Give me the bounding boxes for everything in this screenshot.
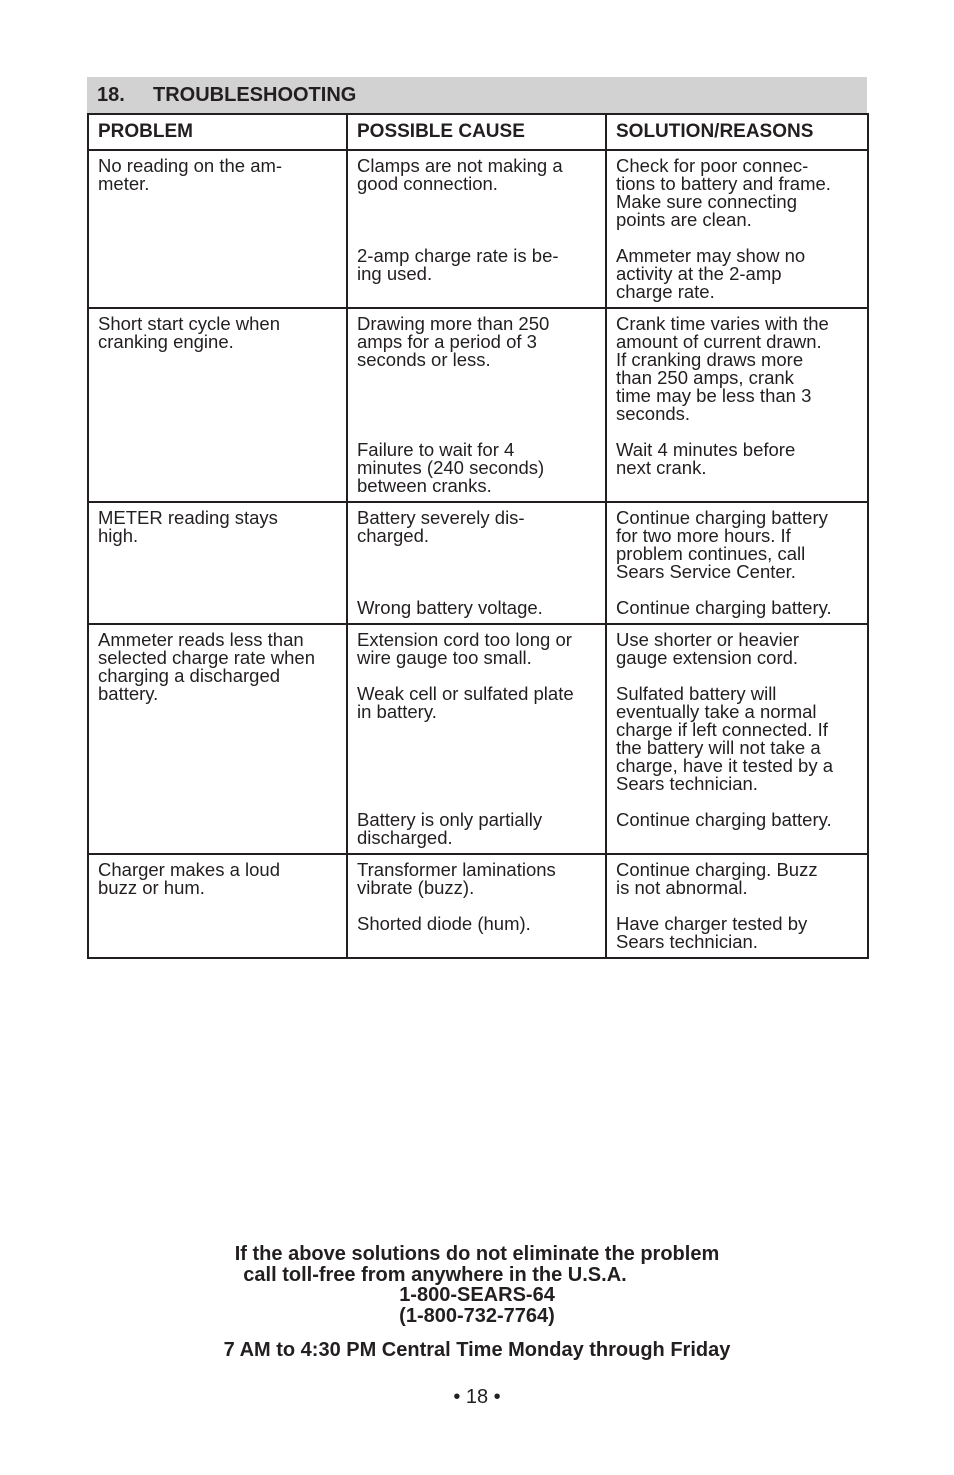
header-problem: PROBLEM xyxy=(88,114,347,150)
cause-cell xyxy=(347,624,606,854)
cause-entry xyxy=(357,441,597,495)
cause-text: Shorted diode (hum). xyxy=(357,913,531,934)
footer-line-2: call toll-free from anywhere in the U.S.A. xyxy=(243,1263,627,1286)
solution-entry xyxy=(616,509,859,581)
cause-text: Failure to wait for 4 xyxy=(357,439,515,460)
table-header-row xyxy=(88,114,868,150)
help-footer xyxy=(0,1244,954,1326)
solution-text: Sears technician. xyxy=(616,773,758,794)
problem-text: buzz or hum. xyxy=(98,877,205,898)
page-number: • 18 • xyxy=(453,1386,501,1408)
problem-text: battery. xyxy=(98,683,159,704)
solution-text: Use shorter or heavier xyxy=(616,629,800,650)
problem-cell xyxy=(88,854,347,958)
cause-cell xyxy=(347,150,606,308)
cause-entry xyxy=(357,631,597,667)
header-solution-reasons: SOLUTION/REASONS xyxy=(606,114,868,150)
solution-cell xyxy=(606,624,868,854)
problem-text: high. xyxy=(98,525,139,546)
solution-entry xyxy=(616,861,859,897)
problem-text: charging a discharged xyxy=(98,665,281,686)
section-title: TROUBLESHOOTING xyxy=(153,84,357,106)
solution-text: charge, have it tested by a xyxy=(616,755,833,776)
solution-text: Continue charging battery. xyxy=(616,597,832,618)
cause-entry xyxy=(357,157,597,229)
solution-text: Continue charging battery. xyxy=(616,809,832,830)
section-number: 18. xyxy=(97,84,125,106)
solution-text: Make sure connecting xyxy=(616,191,797,212)
solution-text: Have charger tested by xyxy=(616,913,808,934)
cause-text: seconds or less. xyxy=(357,349,491,370)
cause-text: ing used. xyxy=(357,263,433,284)
solution-text: charge rate. xyxy=(616,281,715,302)
solution-text: Ammeter may show no xyxy=(616,245,806,266)
cause-text: Clamps are not making a xyxy=(357,155,563,176)
problem-text: selected charge rate when xyxy=(98,647,315,668)
footer-hours: 7 AM to 4:30 PM Central Time Monday through Friday xyxy=(223,1339,731,1361)
solution-text: activity at the 2-amp xyxy=(616,263,782,284)
cause-text: Wrong battery voltage. xyxy=(357,597,543,618)
cause-cell xyxy=(347,308,606,502)
cause-entry xyxy=(357,599,597,617)
table-row xyxy=(88,150,868,308)
solution-cell xyxy=(606,308,868,502)
table-row xyxy=(88,624,868,854)
solution-text: time may be less than 3 xyxy=(616,385,812,406)
cause-text: between cranks. xyxy=(357,475,492,496)
cause-text: Battery is only partially xyxy=(357,809,543,830)
solution-text: is not abnormal. xyxy=(616,877,748,898)
cause-text: vibrate (buzz). xyxy=(357,877,475,898)
cause-text: charged. xyxy=(357,525,429,546)
solution-entry xyxy=(616,811,859,847)
section-header xyxy=(87,77,867,113)
cause-text: Drawing more than 250 xyxy=(357,313,550,334)
problem-text: cranking engine. xyxy=(98,331,234,352)
table-row xyxy=(88,308,868,502)
troubleshooting-table xyxy=(87,113,869,959)
cause-text: good connection. xyxy=(357,173,498,194)
solution-text: charge if left connected. If xyxy=(616,719,828,740)
solution-text: problem continues, call xyxy=(616,543,806,564)
table-row xyxy=(88,502,868,624)
problem-cell xyxy=(88,150,347,308)
solution-cell xyxy=(606,502,868,624)
cause-cell xyxy=(347,854,606,958)
cause-text: Weak cell or sulfated plate xyxy=(357,683,574,704)
solution-entry xyxy=(616,247,859,301)
solution-entry xyxy=(616,441,859,495)
cause-entry xyxy=(357,861,597,897)
solution-entry xyxy=(616,685,859,793)
solution-text: than 250 amps, crank xyxy=(616,367,794,388)
solution-cell xyxy=(606,854,868,958)
solution-text: Sulfated battery will xyxy=(616,683,777,704)
solution-text: tions to battery and frame. xyxy=(616,173,831,194)
solution-text: the battery will not take a xyxy=(616,737,821,758)
cause-entry xyxy=(357,811,597,847)
solution-cell xyxy=(606,150,868,308)
problem-text: METER reading stays xyxy=(98,507,278,528)
solution-text: If cranking draws more xyxy=(616,349,804,370)
solution-text: gauge extension cord. xyxy=(616,647,799,668)
problem-cell xyxy=(88,308,347,502)
header-possible-cause: POSSIBLE CAUSE xyxy=(347,114,606,150)
cause-text: Extension cord too long or xyxy=(357,629,572,650)
solution-text: for two more hours. If xyxy=(616,525,791,546)
cause-text: Battery severely dis- xyxy=(357,507,525,528)
problem-cell xyxy=(88,624,347,854)
solution-entry xyxy=(616,599,859,617)
solution-text: Wait 4 minutes before xyxy=(616,439,796,460)
solution-text: next crank. xyxy=(616,457,707,478)
cause-entry xyxy=(357,685,597,793)
solution-text: Continue charging. Buzz xyxy=(616,859,818,880)
cause-text: wire gauge too small. xyxy=(357,647,532,668)
cause-text: 2-amp charge rate is be- xyxy=(357,245,559,266)
footer-phone-2: (1-800-732-7764) xyxy=(399,1304,555,1327)
solution-text: Crank time varies with the xyxy=(616,313,829,334)
problem-text: Ammeter reads less than xyxy=(98,629,304,650)
table-row xyxy=(88,854,868,958)
solution-text: Sears technician. xyxy=(616,931,758,952)
problem-text: No reading on the am- xyxy=(98,155,283,176)
cause-text: amps for a period of 3 xyxy=(357,331,537,352)
footer-line-1: If the above solutions do not eliminate the problem xyxy=(234,1243,720,1265)
solution-entry xyxy=(616,631,859,667)
solution-text: eventually take a normal xyxy=(616,701,817,722)
solution-text: points are clean. xyxy=(616,209,752,230)
problem-text: Charger makes a loud xyxy=(98,859,281,880)
footer-phone-1: 1-800-SEARS-64 xyxy=(399,1284,555,1306)
cause-text: Transformer laminations xyxy=(357,859,556,880)
cause-text: discharged. xyxy=(357,827,453,848)
cause-entry xyxy=(357,247,597,301)
solution-entry xyxy=(616,157,859,229)
solution-text: amount of current drawn. xyxy=(616,331,822,352)
solution-text: seconds. xyxy=(616,403,691,424)
solution-text: Check for poor connec- xyxy=(616,155,809,176)
problem-text: meter. xyxy=(98,173,150,194)
problem-text: Short start cycle when xyxy=(98,313,280,334)
solution-entry xyxy=(616,315,859,423)
cause-text: minutes (240 seconds) xyxy=(357,457,545,478)
solution-entry xyxy=(616,915,859,951)
cause-entry xyxy=(357,315,597,423)
cause-entry xyxy=(357,915,597,951)
cause-cell xyxy=(347,502,606,624)
problem-cell xyxy=(88,502,347,624)
cause-entry xyxy=(357,509,597,581)
cause-text: in battery. xyxy=(357,701,437,722)
solution-text: Sears Service Center. xyxy=(616,561,796,582)
solution-text: Continue charging battery xyxy=(616,507,828,528)
